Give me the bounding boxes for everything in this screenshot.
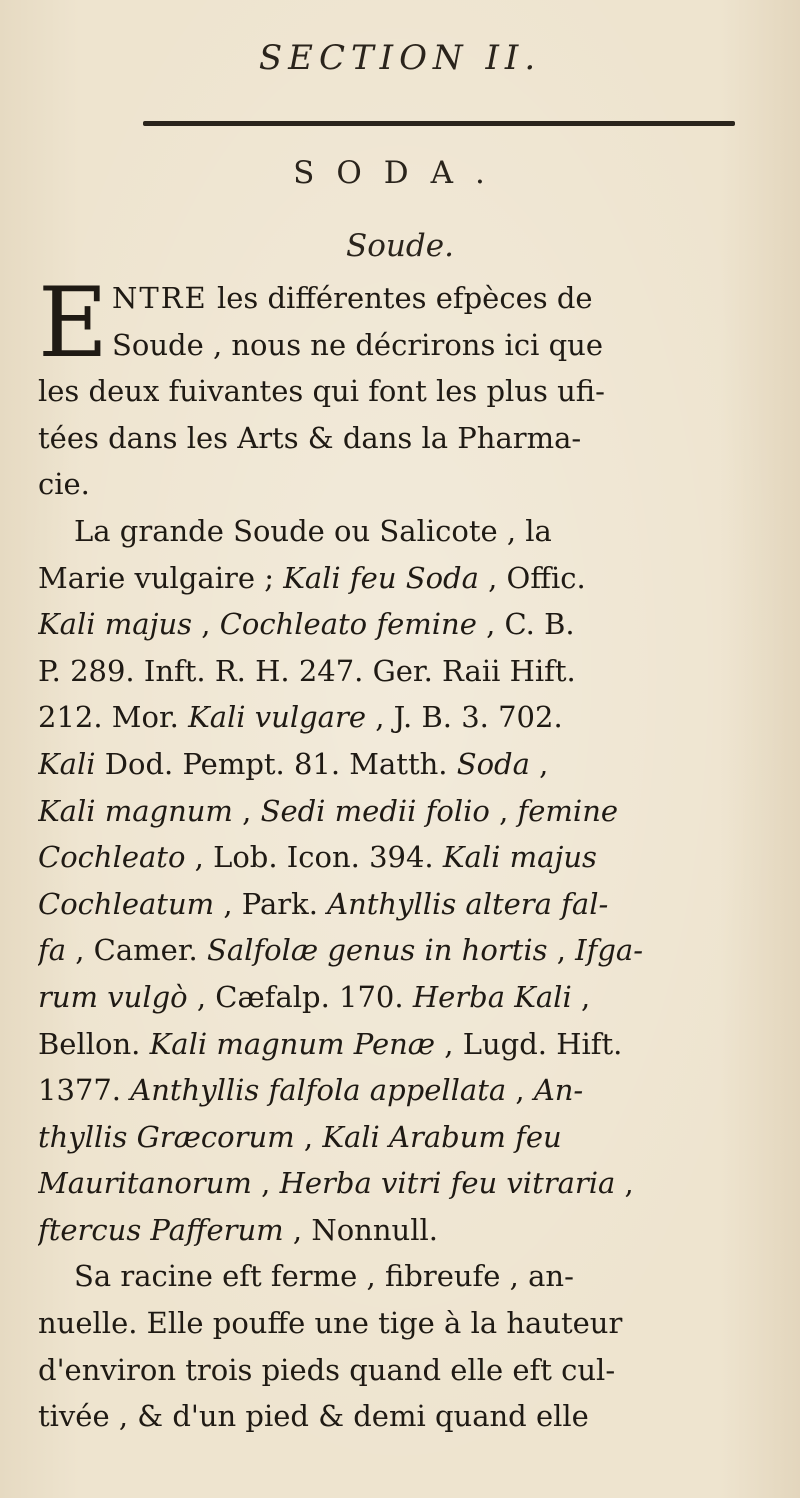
body-text bbox=[38, 267, 758, 1440]
drop-cap: E bbox=[38, 267, 109, 379]
italic-text: Soda bbox=[456, 746, 530, 781]
text-line bbox=[38, 1114, 758, 1161]
italic-text: Kali feu Soda bbox=[283, 560, 479, 595]
italic-text: Herba Kali bbox=[412, 979, 572, 1014]
text-line bbox=[38, 648, 758, 695]
italic-text: An- bbox=[533, 1073, 584, 1108]
roman-text: , Nonnull. bbox=[283, 1212, 438, 1247]
roman-text: 212. Mor. bbox=[38, 700, 189, 735]
small-caps-text: NTRE bbox=[112, 281, 208, 315]
roman-text: , Offic. bbox=[478, 560, 586, 595]
roman-text: , bbox=[232, 793, 261, 828]
roman-text: Dod. Pempt. 81. Matth. bbox=[95, 746, 457, 781]
roman-text: les deux fuivantes qui font les plus ufi- bbox=[38, 374, 605, 409]
italic-text: Kali Arabum feu bbox=[322, 1119, 562, 1154]
ornamental-rule bbox=[143, 121, 735, 126]
italic-text: Sedi medii folio bbox=[260, 793, 490, 828]
text-line bbox=[38, 927, 758, 974]
roman-text: , bbox=[489, 793, 518, 828]
italic-text: ftercus Pafferum bbox=[38, 1212, 284, 1247]
text-line bbox=[38, 788, 758, 835]
italic-text: Cochleato bbox=[38, 840, 186, 875]
italic-text: Kali bbox=[38, 746, 96, 781]
text-line bbox=[38, 1393, 758, 1440]
text-line bbox=[38, 1067, 758, 1114]
roman-text: P. 289. Inft. R. H. 247. Ger. Raii Hift. bbox=[38, 653, 576, 688]
italic-text: thyllis Græcorum bbox=[38, 1119, 295, 1154]
text-line bbox=[38, 415, 758, 462]
roman-text: Soude , nous ne décrirons ici que bbox=[112, 327, 603, 362]
italic-text: rum vulgò bbox=[38, 979, 188, 1014]
italic-text: Kali magnum bbox=[38, 793, 233, 828]
roman-text: , J. B. 3. 702. bbox=[366, 700, 563, 735]
italic-text: Kali majus bbox=[442, 840, 597, 875]
italic-text: Herba vitri feu vitraria bbox=[279, 1166, 616, 1201]
roman-text: , Cæfalp. 170. bbox=[187, 979, 413, 1014]
italic-text: Cochleato femine bbox=[219, 607, 477, 642]
roman-text: tées dans les Arts & dans la Pharma- bbox=[38, 420, 582, 455]
roman-text: d'environ trois pieds quand elle eft cul- bbox=[38, 1352, 616, 1387]
roman-text: nuelle. Elle pouffe une tige à la hauteur bbox=[38, 1306, 623, 1341]
roman-text: Bellon. bbox=[38, 1026, 150, 1061]
roman-text: Marie vulgaire ; bbox=[38, 560, 284, 595]
text-line bbox=[38, 368, 758, 415]
text-line bbox=[38, 694, 758, 741]
text-line bbox=[38, 1160, 758, 1207]
italic-text: Anthyllis altera fal- bbox=[327, 886, 609, 921]
roman-text: La grande Soude ou Salicote , la bbox=[74, 513, 552, 548]
text-lines bbox=[38, 267, 758, 1440]
roman-text: 1377. bbox=[38, 1073, 131, 1108]
italic-text: Salfolæ genus in hortis bbox=[206, 933, 548, 968]
section-title: SODA. bbox=[293, 155, 507, 191]
text-line bbox=[38, 1300, 758, 1347]
text-line bbox=[38, 1207, 758, 1254]
text-line bbox=[38, 1347, 758, 1394]
roman-text: , bbox=[615, 1166, 634, 1201]
text-line bbox=[38, 1253, 758, 1300]
text-line bbox=[38, 555, 758, 602]
running-head: SECTION II. bbox=[258, 38, 542, 78]
italic-text: Kali majus bbox=[38, 607, 193, 642]
roman-text: , Lob. Icon. 394. bbox=[185, 840, 443, 875]
italic-text: Mauritanorum bbox=[38, 1166, 252, 1201]
roman-text: , bbox=[294, 1119, 323, 1154]
italic-text: Cochleatum bbox=[38, 886, 215, 921]
section-subtitle: Soude. bbox=[346, 228, 454, 264]
italic-text: fa bbox=[38, 933, 67, 968]
text-line bbox=[38, 1021, 758, 1068]
italic-text: Ifga- bbox=[575, 933, 643, 968]
roman-text: , bbox=[529, 746, 549, 781]
roman-text: cie. bbox=[38, 467, 90, 502]
roman-text: , Park. bbox=[214, 886, 328, 921]
italic-text: Kali magnum Penæ bbox=[149, 1026, 436, 1061]
text-line bbox=[38, 275, 758, 322]
roman-text: , bbox=[506, 1073, 534, 1108]
text-line bbox=[38, 881, 758, 928]
text-line bbox=[38, 601, 758, 648]
text-line bbox=[38, 461, 758, 508]
text-line bbox=[38, 974, 758, 1021]
roman-text: , Lugd. Hift. bbox=[435, 1026, 623, 1061]
text-line bbox=[38, 834, 758, 881]
italic-text: femine bbox=[517, 793, 619, 828]
roman-text: , bbox=[571, 979, 591, 1014]
text-line bbox=[38, 741, 758, 788]
roman-text: , C. B. bbox=[476, 607, 575, 642]
roman-text: , bbox=[192, 607, 220, 642]
text-line bbox=[38, 322, 758, 369]
roman-text: , Camer. bbox=[66, 933, 207, 968]
text-line bbox=[38, 508, 758, 555]
roman-text: les différentes efpèces de bbox=[207, 281, 593, 315]
italic-text: Kali vulgare bbox=[188, 700, 366, 735]
roman-text: Sa racine eft ferme , fibreufe , an- bbox=[74, 1259, 574, 1294]
roman-text: tivée , & d'un pied & demi quand elle bbox=[38, 1399, 589, 1434]
roman-text: , bbox=[547, 933, 576, 968]
roman-text: , bbox=[251, 1166, 280, 1201]
italic-text: Anthyllis falfola appellata bbox=[130, 1073, 507, 1108]
